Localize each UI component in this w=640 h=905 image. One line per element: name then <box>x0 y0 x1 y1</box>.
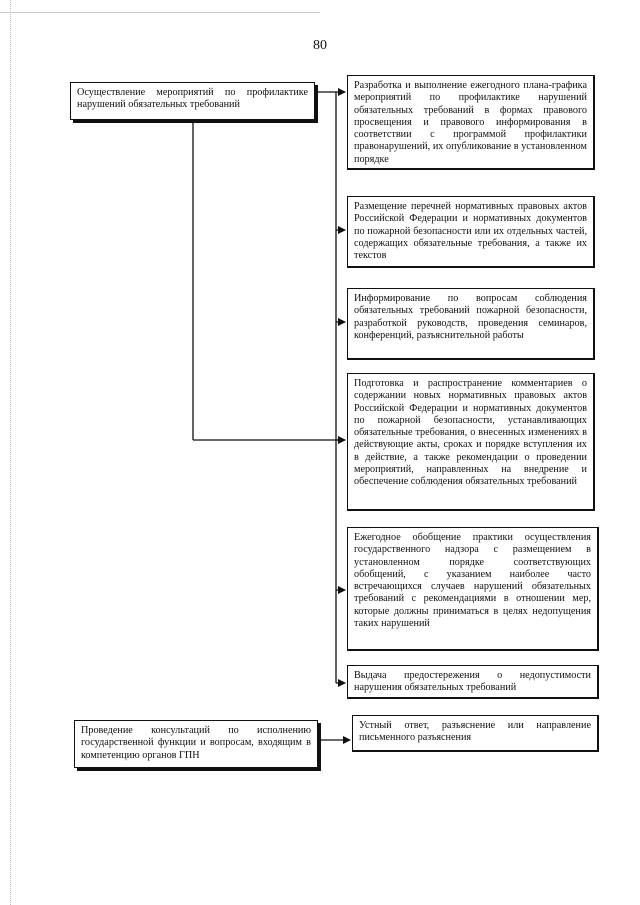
right-box-acts-list <box>347 196 595 268</box>
left-box-prevention <box>70 82 315 120</box>
page-number: 80 <box>313 38 327 53</box>
left-box-consultations-text: Проведение консультаций по исполнению государственной функции и вопросам, входящим в компетенцию органов ГПН <box>81 725 311 761</box>
right-box-plan <box>347 75 595 170</box>
right-box-warning-text: Выдача предостережения о недопустимости нарушения обязательных требований <box>354 670 591 694</box>
right-box-answer <box>352 715 599 752</box>
right-box-plan-text: Разработка и выполнение ежегодного плана-графика мероприятий по профилактике нарушений обязательных требований в формах правового просвещения и правового информирования в соответствии с программой профилактики правонарушений, их опубликование в установленном порядке <box>354 80 587 165</box>
left-box-prevention-text: Осуществление мероприятий по профилактике нарушений обязательных требований <box>77 87 308 111</box>
right-box-comments <box>347 373 595 511</box>
right-box-generalization <box>347 527 599 651</box>
right-box-acts-list-text: Размещение перечней нормативных правовых актов Российской Федерации и нормативных документов по пожарной безопасности или их отдельных частей, содержащих обязательные требования, а также их текстов <box>354 201 587 262</box>
right-box-warning <box>347 665 599 699</box>
left-box-consultations <box>74 720 318 768</box>
right-box-comments-text: Подготовка и распространение комментариев о содержании новых нормативных правовых актов Российской Федерации и нормативных документов по пожарной безопасности, устанавливающих обязательные требования, о внесенных изменениях в действующие акты, сроках и порядке вступления их в действие, а также рекомендации о проведении мероприятий, направленных на внедрение и обеспечение соблюдения обязательных требований <box>354 378 587 488</box>
right-box-generalization-text: Ежегодное обобщение практики осуществления государственного надзора с размещением в установленном порядке соответствующих обобщений, с указанием наиболее часто встречающихся случаев нарушений обязательных требований с рекомендациями в отношении мер, которые должны приниматься в целях недопущения таких нарушений <box>354 532 591 630</box>
right-box-answer-text: Устный ответ, разъяснение или направление письменного разъяснения <box>359 720 591 744</box>
right-box-informing-text: Информирование по вопросам соблюдения обязательных требований пожарной безопасности, разработкой руководств, проведения семинаров, конференций, разъяснительной работы <box>354 293 587 341</box>
right-box-informing <box>347 288 595 360</box>
